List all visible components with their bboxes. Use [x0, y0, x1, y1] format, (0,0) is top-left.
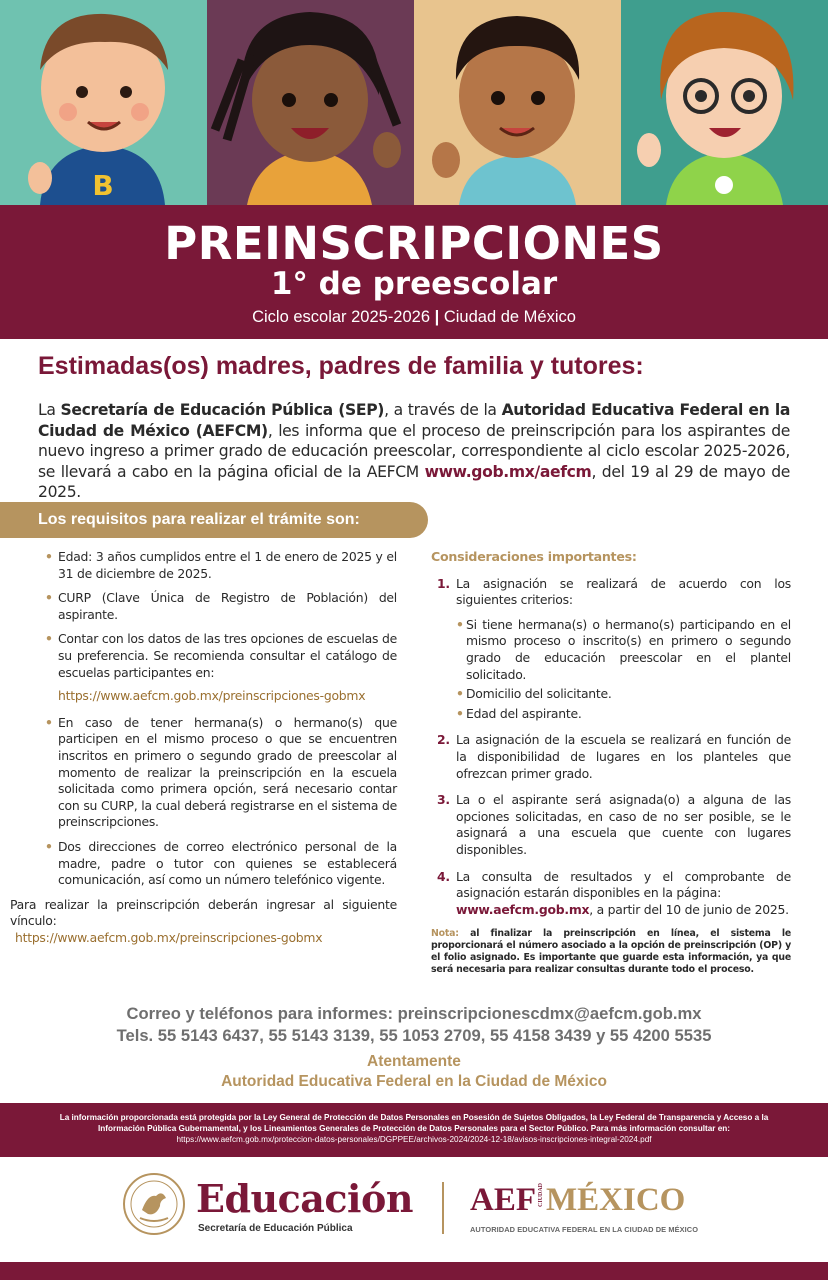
boy-waving-illustration — [414, 0, 621, 205]
item-number: 3. — [437, 792, 450, 808]
consideration-text: La asignación se realizará de acuerdo con los siguientes criterios: — [456, 575, 791, 608]
intro-paragraph — [38, 400, 790, 503]
cycle-text: Ciclo escolar 2025-2026 — [252, 308, 431, 326]
criteria-item — [456, 706, 791, 723]
legal-url[interactable]: https://www.aefcm.gob.mx/proteccion-datos-personales/DGPPEE/archivos-2024/2024-12-18/avisos-inscripciones-integral-2024.pdf — [176, 1134, 652, 1144]
child-panel-4 — [621, 0, 828, 205]
aef-city-text: CIUDAD — [538, 1183, 544, 1208]
item-number: 4. — [437, 868, 450, 884]
criteria-list — [456, 617, 791, 723]
intro-link[interactable]: www.gob.mx/aefcm — [424, 462, 592, 481]
note-paragraph — [431, 928, 791, 975]
consideration-text: La consulta de resultados y el comprobante de asignación estarán disponibles en la página: — [456, 868, 791, 901]
logos-footer — [0, 1168, 828, 1260]
cycle-separator: | — [434, 308, 440, 326]
consideration-text: La o el aspirante será asignada(o) a alguna de las opciones solicitadas, en caso de no ser posible, se le asignará a una escuela que cuente con lugares disponibles. — [456, 792, 791, 857]
bullet-icon: • — [45, 549, 53, 564]
results-link[interactable]: www.aefcm.gob.mx — [456, 901, 590, 917]
bullet-icon: • — [45, 714, 53, 730]
results-date: , a partir del 10 de junio de 2025. — [589, 901, 789, 917]
requirement-text: CURP (Clave Única de Registro de Población) del aspirante. — [58, 590, 397, 622]
aefcm-logo — [470, 1182, 685, 1219]
requirements-list-cont — [45, 715, 397, 889]
girl-glasses-illustration — [621, 0, 828, 205]
contact-phones-line: Tels. 55 5143 6437, 55 5143 3139, 55 1053 2709, 55 4158 3439 y 55 4200 5535 — [116, 1026, 712, 1045]
closing-text: Para realizar la preinscripción deberán ingresar al siguiente vínculo: — [10, 896, 397, 929]
note-text: al finalizar la preinscripción en línea, el sistema le proporcionará el número asociado a la opción de preinscripción (OP) y el folio asignado. Es importante que guarde esta información, ya que será necesaria para realizar consultas durante todo el proceso. — [431, 928, 791, 975]
requirement-text: Contar con los datos de las tres opciones de escuelas de su preferencia. Se recomienda consultar el catálogo de escuelas participantes en: — [58, 631, 397, 680]
girl-braids-illustration — [207, 0, 414, 205]
item-number: 2. — [437, 732, 450, 748]
bullet-icon: • — [456, 705, 464, 721]
cycle-line — [0, 308, 828, 327]
child-panel-3 — [414, 0, 621, 205]
requirement-text: En caso de tener hermana(s) o hermano(s) que participen en el mismo proceso o que se encuentren inscritos en primero o segundo grado de preescolar al momento de realizar la preinscripción en la escuela solicitada como primera opción, será necesario contar con su CURP, la cual deberá registrarse en el sistema de preinscripciones. — [58, 714, 397, 830]
main-title: PREINSCRIPCIONES — [164, 217, 664, 270]
intro-text-3: , les informa que el proceso de preinscripción para los aspirantes de nuevo ingreso a primer grado de educación preescolar, correspondiente al ciclo escolar 2025-2026, se llevará a cabo en la página oficial de la AEFCM — [38, 421, 791, 481]
criteria-text: Edad del aspirante. — [466, 705, 582, 721]
legal-notice — [0, 1103, 828, 1157]
city-text: Ciudad de México — [443, 308, 576, 326]
consideration-text: La asignación de la escuela se realizará en función de la disponibilidad de lugares en los planteles que ofrezcan primer grado. — [456, 732, 791, 781]
signature-block — [0, 1052, 828, 1092]
requirements-column — [10, 549, 397, 946]
education-logo-title: Educación — [196, 1176, 413, 1221]
consideration-item — [431, 576, 791, 723]
bullet-icon: • — [456, 616, 464, 632]
requirements-heading: Los requisitos para realizar el trámite son: — [0, 502, 428, 538]
bullet-icon: • — [45, 838, 53, 854]
criteria-text: Domicilio del solicitante. — [466, 686, 612, 702]
criteria-item — [456, 617, 791, 683]
shirt-letter: B — [92, 169, 114, 202]
intro-text-4: , del 19 al 29 de mayo de 2025. — [38, 462, 790, 501]
requirement-text: Dos direcciones de correo electrónico personal de la madre, padre o tutor con quienes se establecerá comunicación, así como un número telefónico vigente. — [58, 838, 397, 888]
requirement-text: Edad: 3 años cumplidos entre el 1 de enero de 2025 y el 31 de diciembre de 2025. — [58, 549, 397, 581]
preinscription-link[interactable]: https://www.aefcm.gob.mx/preinscripciones-gobmx — [15, 929, 323, 945]
mexico-seal-icon — [122, 1172, 186, 1236]
consideration-item — [431, 869, 791, 919]
aef-mexico-text: MÉXICO — [546, 1182, 686, 1218]
education-logo-subtitle: Secretaría de Educación Pública — [198, 1223, 353, 1234]
catalog-link[interactable]: https://www.aefcm.gob.mx/preinscripciones-gobmx — [58, 688, 366, 704]
boy-blue-shirt-illustration — [0, 0, 207, 205]
child-panel-2 — [207, 0, 414, 205]
title-banner — [0, 205, 828, 339]
intro-text-1: La — [38, 401, 61, 419]
considerations-list — [431, 576, 791, 919]
requirement-item — [45, 715, 397, 831]
requirement-item — [45, 590, 397, 623]
intro-sep: Secretaría de Educación Pública (SEP) — [60, 401, 385, 419]
requirement-item — [45, 839, 397, 889]
bullet-icon: • — [45, 590, 53, 606]
aef-text: AEF — [470, 1182, 536, 1218]
criteria-item — [456, 686, 791, 703]
contact-block — [0, 1003, 828, 1047]
child-panel-1 — [0, 0, 207, 205]
bullet-icon: • — [45, 631, 53, 647]
requirement-item — [45, 549, 397, 582]
considerations-heading: Consideraciones importantes: — [431, 549, 637, 564]
consideration-item — [431, 732, 791, 782]
subtitle: 1° de preescolar — [270, 266, 558, 302]
intro-aefcm: Autoridad Educativa Federal en la Ciudad de México (AEFCM) — [38, 401, 790, 440]
considerations-column — [431, 549, 791, 975]
note-label: Nota: — [431, 928, 459, 940]
logo-divider — [442, 1182, 444, 1234]
criteria-text: Si tiene hermana(s) o hermano(s) participando en el mismo proceso o inscrito(s) en primero o segundo grado de educación preescolar en el plantel solicitado. — [466, 616, 791, 682]
children-illustration — [0, 0, 828, 205]
signature-authority: Autoridad Educativa Federal en la Ciudad de México — [221, 1073, 607, 1090]
item-number: 1. — [437, 575, 450, 591]
requirements-list — [45, 549, 397, 681]
intro-text-2: , a través de la — [384, 401, 502, 419]
legal-text: La información proporcionada está protegida por la Ley General de Protección de Datos Personales en Posesión de Sujetos Obligados, la Ley Federal de Transparencia y Acceso a la Información Pública Gubernamental, y los Lineamientos Generales de Protección de Datos Personales para el Sector Público. Para más información consultar en: — [59, 1113, 769, 1133]
greeting-heading: Estimadas(os) madres, padres de familia y tutores: — [38, 352, 644, 380]
signature-closing: Atentamente — [367, 1053, 461, 1070]
aefcm-logo-subtitle: AUTORIDAD EDUCATIVA FEDERAL EN LA CIUDAD DE MÉXICO — [470, 1225, 699, 1234]
consideration-item — [431, 792, 791, 858]
contact-email-line: Correo y teléfonos para informes: preinscripcionescdmx@aefcm.gob.mx — [126, 1004, 702, 1023]
requirement-item — [45, 631, 397, 681]
bullet-icon: • — [456, 686, 464, 702]
bottom-bar — [0, 1262, 828, 1280]
